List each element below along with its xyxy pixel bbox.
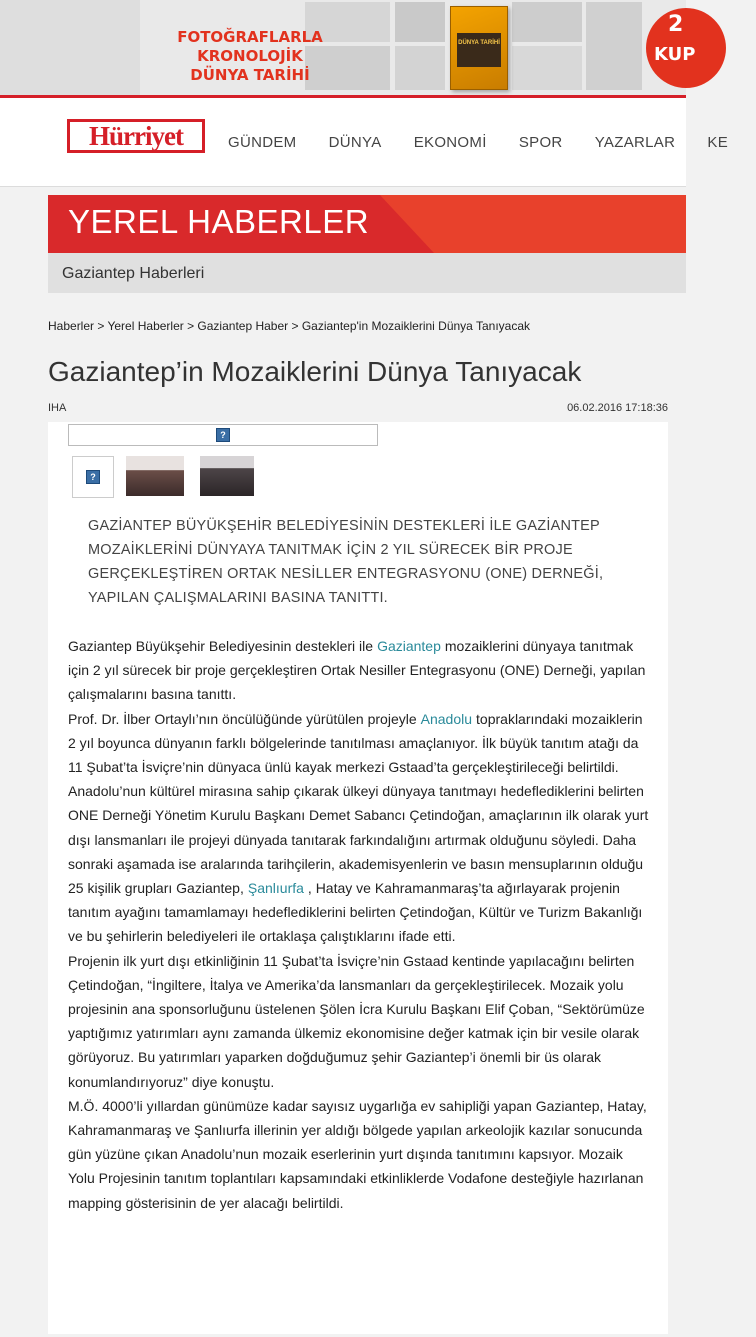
- paragraph-2-end: topraklarındaki mozaiklerin 2 yıl boyunca dünyanın farklı bölgelerinde tanıtılması amaçlanıyor. İlk büyük tanıtım atağı da 11 Şubat’ta İsviçre’nin dünyaca ünlü kayak merkezi Gstaad’ta gerçekleştirileceği belirtildi.: [68, 710, 643, 776]
- article-card: [48, 422, 668, 1334]
- nav-item-yazarlar[interactable]: YAZARLAR: [594, 134, 676, 151]
- nav-item-gundem[interactable]: GÜNDEM: [228, 134, 297, 151]
- article-body: [68, 634, 653, 1215]
- thumbnail-2[interactable]: [126, 456, 184, 496]
- broken-image-icon: ?: [216, 428, 230, 442]
- paragraph-1-end: mozaiklerini dünyaya tanıtmak için 2 yıl sürecek bir proje gerçekleştiren Ortak Nesiller Entegrasyonu (ONE) Derneği, yapılan çalışmalarını basına tanıttı.: [68, 638, 646, 703]
- section-header: [48, 195, 686, 253]
- article-lead: GAZİANTEP BÜYÜKŞEHİR BELEDİYESİNİN DESTEKLERİ İLE GAZİANTEP MOZAİKLERİNİ DÜNYAYA TANITMAK İÇİN 2 YIL SÜRECEK BİR PROJE GERÇEKLEŞTİREN ORTAK NESİLLER ENTEGRASYONU (ONE) DERNEĞİ, YAPILAN ÇALIŞMALARINI BASINA TANITTI.: [88, 518, 604, 606]
- banner-book-image: [450, 6, 508, 90]
- thumbnail-3[interactable]: [200, 456, 254, 496]
- logo-text: Hürriyet: [70, 122, 202, 150]
- thumbnail-1[interactable]: [72, 456, 114, 498]
- paragraph-4: Projenin ilk yurt dışı etkinliğinin 11 Şubat’ta İsviçre’nin Gstaad kentinde yapılacağını belirten Çetindoğan, “İngiltere, İtalya ve Amerika’da lansmanları da gerçekleştirilecek. Mozaik yolu projesinin ana sponsorluğunu üstelenen Şölen İcra Kurulu Başkanı Elif Çoban, “Sektörümüze yaptığımız yatırımları aynı zamanda ülkemiz ekonomisine değer katmak için bir vesile olarak görüyoruz. Bu yatırımları yaparken doğduğumuz şehir Gaziantep’i önemli bir üs olarak konumlandırıyoruz” diye konuştu.: [68, 952, 645, 1090]
- site-header: [0, 98, 729, 187]
- section-title[interactable]: YEREL HABERLER: [68, 203, 370, 240]
- keyword-link-gaziantep[interactable]: Gaziantep: [377, 638, 441, 654]
- broken-image-icon: ?: [86, 470, 100, 484]
- badge-number: 2: [668, 12, 684, 37]
- nav-item-ekonomi[interactable]: EKONOMİ: [413, 134, 487, 151]
- badge-text: KUP: [654, 44, 696, 65]
- nav-item-spor[interactable]: SPOR: [518, 134, 563, 151]
- paragraph-3-start: Anadolu’nun kültürel mirasına sahip çıkarak ülkeyi dünyaya tanıtmayı hedeflediklerini belirten ONE Derneği Yönetim Kurulu Başkanı Demet Sabancı Çetindoğan, amaçlarının ilk olarak yurt dışı lansmanları ile projeyi dünyada tanıtarak farkındalığını artırmak olduğunu söyledi. Daha sonraki aşamada ise aralarında tarihçilerin, akademisyenlerin ve basın mensuplarının olduğu 25 kişilik grupları Gaziantep,: [68, 783, 649, 897]
- top-ad-banner[interactable]: [0, 0, 696, 95]
- banner-badge: [646, 8, 726, 88]
- banner-headline: [150, 28, 350, 85]
- breadcrumb[interactable]: Haberler > Yerel Haberler > Gaziantep Haber > Gaziantep'in Mozaiklerini Dünya Tanıyacak: [48, 319, 531, 333]
- keyword-link-sanliurfa[interactable]: Şanlıurfa: [247, 880, 304, 897]
- main-nav: [228, 134, 756, 151]
- nav-item-truncated[interactable]: KE: [707, 134, 729, 151]
- paragraph-2-start: Prof. Dr. İlber Ortaylı’nın öncülüğünde yürütülen projeyle: [68, 710, 417, 727]
- nav-item-dunya[interactable]: DÜNYA: [328, 134, 382, 151]
- paragraph-5: M.Ö. 4000’li yıllardan günümüze kadar sayısız uygarlığa ev sahipliği yapan Gaziantep, Hatay, Kahramanmaraş ve Şanlıurfa illerinin yer aldığı bölgede yapılan arkeolojik kazılar sonucunda gün yüzüne çıkan Anadolu’nun mozaik eserlerinin yurt dışında tanıtımını kapsıyor. Mozaik Yolu Projesinin tanıtım toplantıları kapsamındaki etkinliklerde Vodafone desteğiyle hazırlanan mapping gösterisinin de yer alacağı belirtildi.: [68, 1097, 647, 1211]
- book-title: DÜNYA TARİHİ: [457, 33, 501, 67]
- hurriyet-logo[interactable]: [67, 119, 205, 153]
- paragraph-2: [68, 707, 653, 780]
- keyword-link-anadolu[interactable]: Anadolu: [420, 710, 473, 727]
- banner-line-2: DÜNYA TARİHİ: [190, 66, 310, 84]
- paragraph-1: [68, 634, 653, 707]
- paragraph-1-start: Gaziantep Büyükşehir Belediyesinin destekleri ile: [68, 638, 374, 654]
- paragraph-3-end: , Hatay ve Kahramanmaraş’ta ağırlayarak projenin tanıtım ayağını tamamlamayı hedeflediklerini belirten Çetindoğan, Kültür ve Turizm Bakanlığı ve bu şehirlerin belediyeleri ile ortaklaşa çalıştıklarını ifade etti.: [68, 880, 643, 945]
- paragraph-3: [68, 779, 653, 948]
- article-source: IHA: [48, 402, 67, 414]
- article-title: Gaziantep’in Mozaiklerini Dünya Tanıyacak: [48, 356, 582, 387]
- article-date: 06.02.2016 17:18:36: [567, 402, 668, 414]
- subsection-bar: [48, 253, 686, 293]
- main-image-placeholder[interactable]: [68, 424, 378, 446]
- banner-line-1: FOTOĞRAFLARLA KRONOLOJİK: [177, 28, 323, 65]
- subsection-title[interactable]: Gaziantep Haberleri: [62, 265, 205, 282]
